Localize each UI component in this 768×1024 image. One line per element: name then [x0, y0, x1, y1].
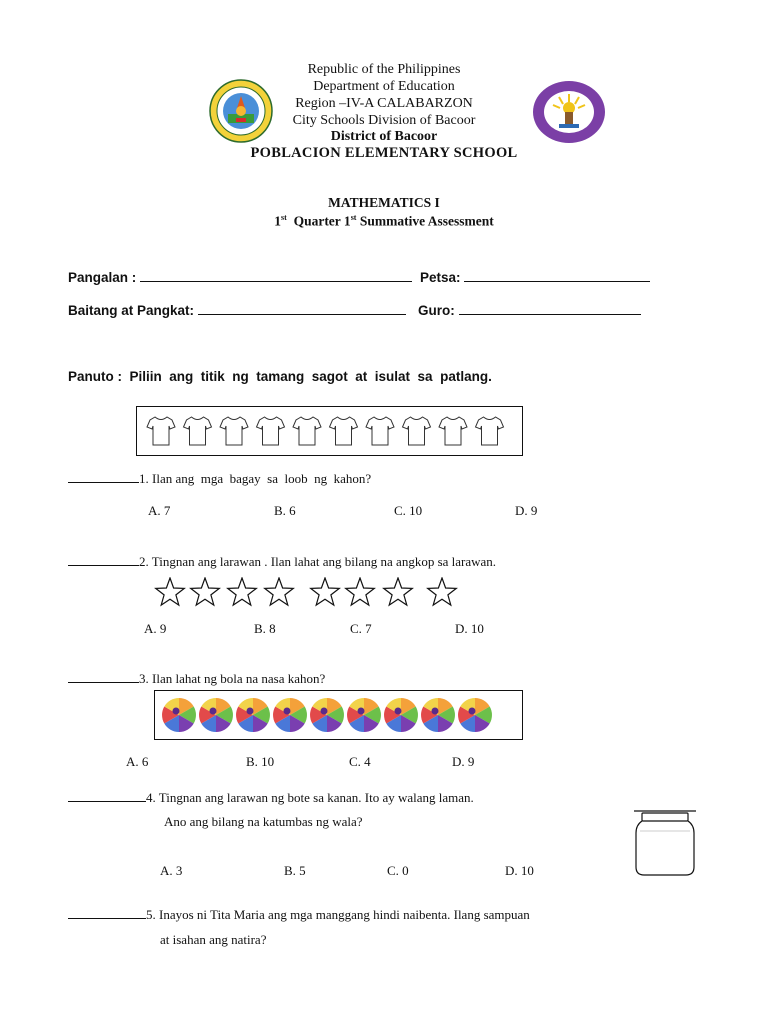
answer-blank-2[interactable]: [68, 553, 139, 566]
q1-option-a: A. 7: [148, 503, 171, 518]
shirt-icon: [330, 417, 358, 445]
beach-ball-icon: [199, 698, 233, 732]
grade-label: Baitang at Pangkat:: [68, 303, 195, 318]
q2-option-c: C. 7: [350, 621, 372, 636]
name-blank[interactable]: [140, 268, 412, 282]
date-field[interactable]: [420, 268, 650, 285]
question-3-text: Ilan lahat ng bola na nasa kahon?: [152, 671, 326, 686]
question-1: [68, 470, 371, 487]
balls-box: [154, 690, 523, 740]
question-1-text: Ilan ang mga bagay sa loob ng kahon?: [152, 471, 372, 486]
shirt-icon: [366, 417, 394, 445]
question-2-number: 2.: [139, 554, 149, 569]
shirt-icon: [147, 417, 175, 445]
question-5-text-line2: at isahan ang natira?: [160, 932, 267, 947]
beach-ball-icon: [458, 698, 492, 732]
name-label: Pangalan :: [68, 270, 137, 285]
q1-option-b: B. 6: [274, 503, 296, 518]
name-field[interactable]: [68, 268, 412, 285]
shirt-icon: [293, 417, 321, 445]
subject-title: MATHEMATICS I: [328, 195, 440, 210]
grade-field[interactable]: [68, 301, 406, 318]
q2-option-b: B. 8: [254, 621, 276, 636]
question-4-text-line2: Ano ang bilang na katumbas ng wala?: [164, 814, 363, 829]
q2-option-d: D. 10: [455, 621, 484, 636]
question-5-text: Inayos ni Tita Maria ang mga manggang hindi naibenta. Ilang sampuan: [159, 907, 530, 922]
shirts-box: [136, 406, 523, 456]
q2-option-a: A. 9: [144, 621, 167, 636]
star-icon: [156, 578, 185, 605]
question-4-text: Tingnan ang larawan ng bote sa kanan. Ito ay walang laman.: [158, 790, 474, 805]
beach-ball-icon: [162, 698, 196, 732]
q1-option-c: C. 10: [394, 503, 423, 518]
answer-blank-3[interactable]: [68, 670, 139, 683]
question-3: [68, 670, 325, 687]
instructions-label: Panuto :: [68, 369, 122, 384]
assessment-quarter-word: Quarter 1: [293, 213, 351, 229]
shirts-illustration: [137, 407, 522, 455]
shirt-icon: [184, 417, 212, 445]
instructions-text: Piliin ang titik ng tamang sagot at isulat sa patlang.: [129, 369, 492, 384]
shirt-icon: [439, 417, 467, 445]
teacher-label: Guro:: [418, 303, 455, 318]
q4-option-c: C. 0: [387, 863, 409, 878]
answer-blank-5[interactable]: [68, 906, 146, 919]
shirt-icon: [403, 417, 431, 445]
answer-blank-1[interactable]: [68, 470, 139, 483]
star-icon: [384, 578, 413, 605]
answer-blank-4[interactable]: [68, 789, 146, 802]
beach-ball-icon: [236, 698, 270, 732]
shirt-icon: [257, 417, 285, 445]
q4-option-b: B. 5: [284, 863, 306, 878]
header-school-name: POBLACION ELEMENTARY SCHOOL: [250, 145, 518, 161]
q4-option-a: A. 3: [160, 863, 183, 878]
empty-jar-icon: [632, 807, 698, 877]
question-2: [68, 553, 496, 570]
beach-ball-icon: [421, 698, 455, 732]
grade-blank[interactable]: [198, 301, 406, 315]
assessment-title: [0, 213, 768, 230]
question-5-number: 5.: [146, 907, 156, 922]
stars-illustration: [150, 577, 470, 609]
q3-option-b: B. 10: [246, 754, 275, 769]
balls-illustration: [155, 691, 522, 739]
q3-option-d: D. 9: [452, 754, 475, 769]
q3-option-c: C. 4: [349, 754, 371, 769]
instructions: [68, 369, 492, 384]
assessment-summative: Summative Assessment: [359, 213, 494, 229]
beach-ball-icon: [384, 698, 418, 732]
q1-option-d: D. 9: [515, 503, 538, 518]
star-icon: [191, 578, 220, 605]
shirt-icon: [476, 417, 504, 445]
star-icon: [265, 578, 294, 605]
star-icon: [228, 578, 257, 605]
date-label: Petsa:: [420, 270, 461, 285]
shirt-icon: [220, 417, 248, 445]
question-2-text: Tingnan ang larawan . Ilan lahat ang bilang na angkop sa larawan.: [151, 554, 497, 569]
assessment-quarter-sup: st: [281, 213, 287, 222]
assessment-summative-sup: st: [350, 213, 357, 222]
question-4-number: 4.: [146, 790, 156, 805]
teacher-field[interactable]: [418, 301, 641, 318]
question-5: [68, 906, 530, 923]
beach-ball-icon: [347, 698, 381, 732]
question-4: [68, 789, 474, 806]
beach-ball-icon: [273, 698, 307, 732]
header-division: City Schools Division of Bacoor: [292, 113, 476, 128]
q3-option-a: A. 6: [126, 754, 149, 769]
beach-ball-icon: [310, 698, 344, 732]
teacher-blank[interactable]: [459, 301, 641, 315]
header-district: District of Bacoor: [330, 129, 438, 144]
star-icon: [346, 578, 375, 605]
header-republic: Republic of the Philippines: [307, 62, 461, 77]
q4-option-d: D. 10: [505, 863, 534, 878]
header-region: Region –IV-A CALABARZON: [295, 96, 473, 111]
assessment-quarter-number: 1: [274, 213, 282, 229]
star-icon: [428, 578, 457, 605]
question-3-number: 3.: [139, 671, 149, 686]
star-icon: [311, 578, 340, 605]
date-blank[interactable]: [464, 268, 650, 282]
header-department: Department of Education: [313, 79, 455, 94]
question-1-number: 1.: [139, 471, 149, 486]
